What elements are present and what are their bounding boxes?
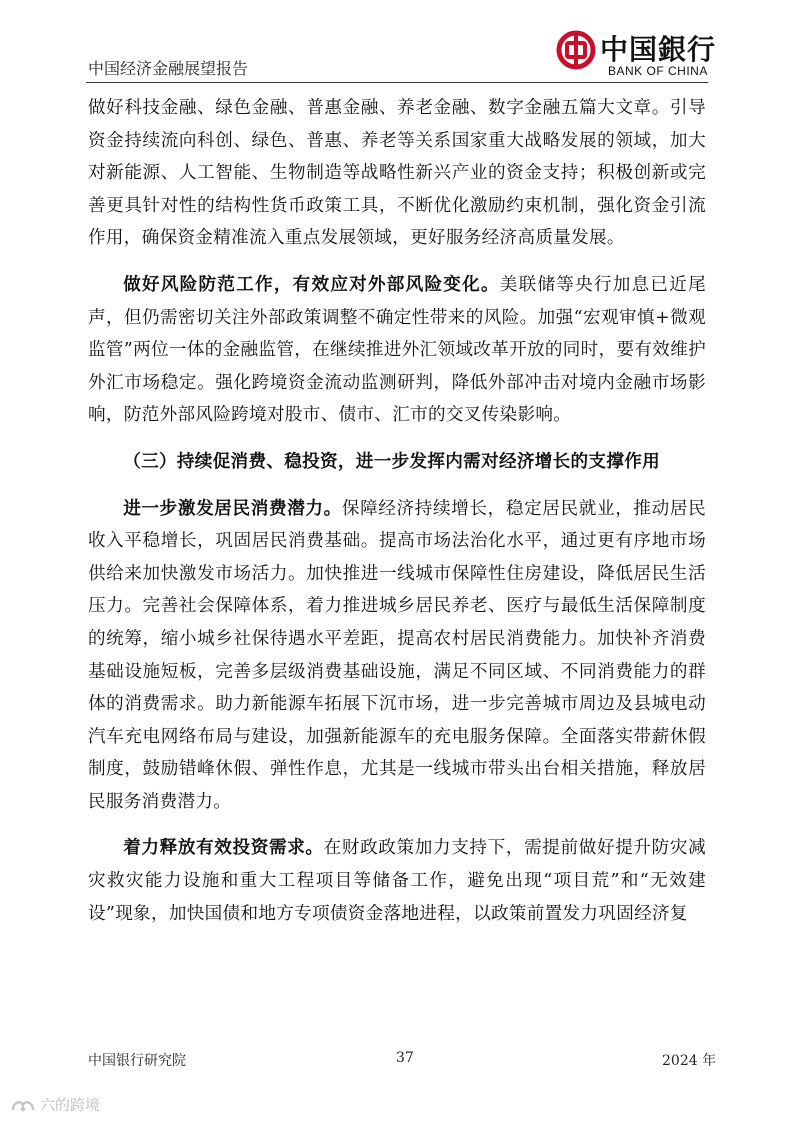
footer-institute: 中国银行研究院	[88, 1053, 186, 1069]
watermark-logo-icon	[10, 1096, 36, 1114]
logo-english-text: BANK OF CHINA	[608, 64, 708, 78]
paragraph-investment	[88, 832, 706, 930]
paragraph-lead: 进一步激发居民消费潜力。	[123, 497, 342, 519]
paragraph-text: 保障经济持续增长，稳定居民就业，推动居民收入平稳增长，巩固居民消费基础。提高市场法治化水平，通过更有序地市场供给来加快激发市场活力。加快推进一线城市保障性住房建设，降低居民生活压力。完善社会保障体系，着力推进城乡居民养老、医疗与最低生活保障制度的统筹，缩小城乡社保待遇水平差距，提高农村居民消费能力。加快补齐消费基础设施短板，完善多层级消费基础设施，满足不同区域、不同消费能力的群体的消费需求。助力新能源车拓展下沉市场，进一步完善城市周边及县城电动汽车充电网络布局与建设，加强新能源车的充电服务保障。全面落实带薪休假制度，鼓励错峰休假、弹性作息，尤其是一线城市带头出台相关措施，释放居民服务消费潜力。	[88, 498, 706, 812]
logo-chinese-text: 中国銀行	[600, 33, 717, 66]
paragraph-lead: 着力释放有效投资需求。	[123, 837, 324, 859]
header-divider	[86, 82, 708, 83]
paragraph-text: 美联储等央行加息已近尾声，但仍需密切关注外部政策调整不确定性带来的风险。加强“宏观审慎+微观监管”两位一体的金融监管，在继续推进外汇领域改革开放的同时，要有效维护外汇市场稳定。强化跨境资金流动监测研判，降低外部冲击对境内金融市场影响，防范外部风险跨境对股市、债市、汇市的交叉传染影响。	[88, 274, 706, 426]
paragraph-risk-prevention	[88, 269, 706, 432]
paragraph-finance-articles	[88, 92, 706, 255]
watermark	[10, 1094, 100, 1115]
footer-year: 2024 年	[662, 1053, 717, 1069]
bank-of-china-emblem-icon	[556, 30, 596, 70]
paragraph-consumption	[88, 493, 706, 819]
report-title: 中国经济金融展望报告	[88, 59, 249, 78]
paragraph-lead: 做好风险防范工作，有效应对外部风险变化。	[123, 273, 500, 295]
body-text	[88, 92, 706, 944]
watermark-text: 六的跨境	[40, 1096, 101, 1114]
section-subheading: （三）持续促消费、稳投资，进一步发挥内需对经济增长的支撑作用	[123, 450, 661, 472]
bank-logo	[556, 26, 716, 82]
paragraph-text: 在财政政策加力支持下，需提前做好提升防灾减灾救灾能力设施和重大工程项目等储备工作，避免出现“项目荒”和“无效建设”现象，加快国债和地方专项债资金落地进程，以政策前置发力巩固经济复	[88, 838, 706, 924]
footer-page-number: 37	[396, 1050, 414, 1066]
paragraph-text: 做好科技金融、绿色金融、普惠金融、养老金融、数字金融五篇大文章。引导资金持续流向科创、绿色、普惠、养老等关系国家重大战略发展的领域，加大对新能源、人工智能、生物制造等战略性新兴产业的资金支持；积极创新或完善更具针对性的结构性货币政策工具，不断优化激励约束机制，强化资金引流作用，确保资金精准流入重点发展领域，更好服务经济高质量发展。	[88, 98, 706, 249]
